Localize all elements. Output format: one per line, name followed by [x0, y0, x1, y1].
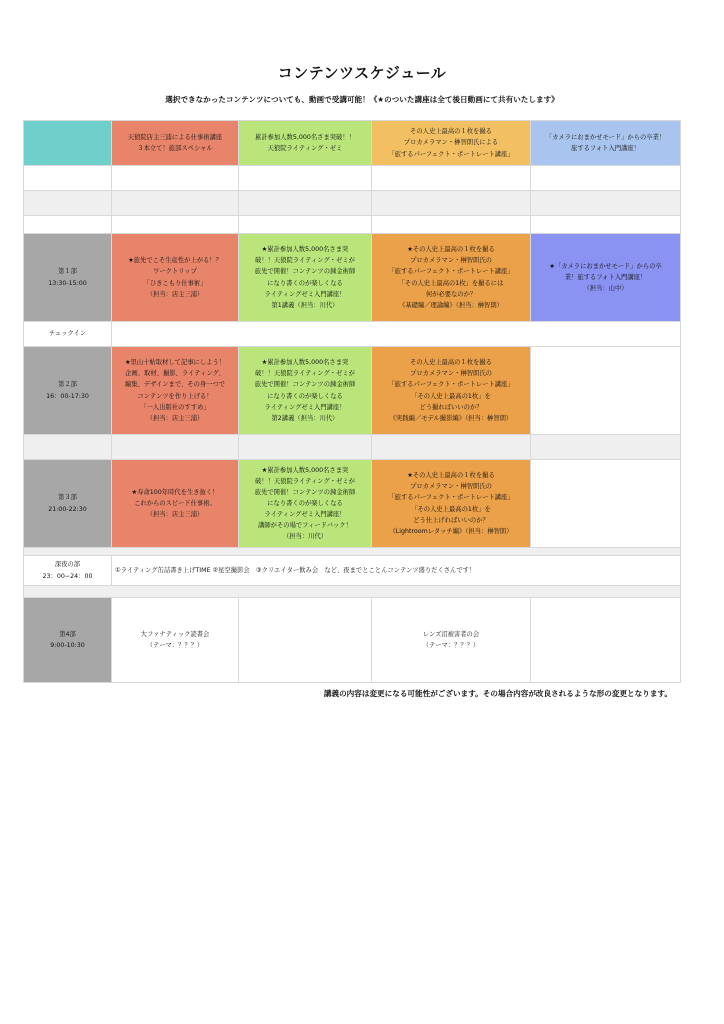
session2-label — [24, 347, 112, 435]
blank-cell — [239, 216, 372, 234]
blank-cell — [372, 216, 531, 234]
session1-col1-text: ★旅先でこそ生産性が上がる！？ ワークトリップ 「ひきこもり仕事術」 （担当：店主三浦） — [128, 257, 222, 298]
session4-col1 — [112, 598, 239, 683]
header-col2-text: 累計参加人数5,000名さま突破！！ 天狼院ライティング・ゼミ — [255, 133, 355, 152]
session4-label — [24, 598, 112, 683]
session3-label-text: 第３部 21:00-22:30 — [48, 494, 87, 513]
session1-col2 — [239, 234, 372, 322]
blank-cell — [239, 166, 372, 191]
header-col2 — [239, 121, 372, 166]
session2-col2 — [239, 347, 372, 435]
session1-label — [24, 234, 112, 322]
blank-cell — [531, 216, 681, 234]
session1-col3 — [372, 234, 531, 322]
session3-col3 — [372, 460, 531, 548]
page-title: コンテンツスケジュール — [277, 64, 447, 82]
session4-col1-text: 大ファナティック読書会 （テーマ：？？？） — [140, 630, 210, 649]
session3-label — [24, 460, 112, 548]
session3-col1 — [112, 460, 239, 548]
blank-row — [24, 548, 681, 556]
late-night-content — [112, 556, 681, 586]
header-col3-text: その人史上最高の１枚を撮る プロカメラマン・榊智朗氏による 「旅するパーフェクト・ポートレート講座」 — [388, 128, 514, 158]
blank-cell — [531, 191, 681, 216]
session1-label-text: 第１部 13:30-15:00 — [48, 268, 87, 287]
session1-col4 — [531, 234, 681, 322]
session1-col3-text: ★その人史上最高の１枚を撮る プロカメラマン・榊智朗氏の 「旅するパーフェクト・ポートレート講座」 「その人史上最高の1枚」を撮るには 何が必要なのか？ 《基礎編／理論編》（担当：榊智朗） — [388, 246, 514, 309]
session4-col4 — [531, 598, 681, 683]
session3-col3-text: ★その人史上最高の１枚を撮る プロカメラマン・榊智朗氏の 「旅するパーフェクト・ポートレート講座」 「その人史上最高の1枚」を どう仕上げればいいのか？ 《Lightroomレタッチ編》（担当：榊智朗） — [388, 472, 514, 535]
session2-col4 — [531, 347, 681, 435]
checkin-row — [112, 322, 681, 347]
late-night-label — [24, 556, 112, 586]
blank-cell — [372, 435, 531, 460]
session2-label-text: 第２部 16：00-17:30 — [46, 381, 89, 400]
blank-cell — [531, 435, 681, 460]
late-night-content-text: ①ライティング缶詰書き上げTIME ②星空撮影会 ③クリエイター飲み会 など、夜までとことんコンテンツ盛りだくさんです！ — [115, 566, 476, 574]
header-col1 — [112, 121, 239, 166]
session2-col3-text: その人史上最高の１枚を撮る プロカメラマン・榊智朗氏の 「旅するパーフェクト・ポートレート講座」 「その人史上最高の1枚」を どう撮ればいいのか？ 《実践編／モデル撮影編》（担当：榊智朗） — [388, 359, 514, 422]
blank-cell — [112, 216, 239, 234]
session3-col4 — [531, 460, 681, 548]
blank-cell — [24, 435, 112, 460]
blank-cell — [24, 216, 112, 234]
blank-cell — [24, 191, 112, 216]
schedule-table — [23, 120, 681, 683]
blank-cell — [372, 166, 531, 191]
blank-cell — [239, 435, 372, 460]
blank-cell — [112, 166, 239, 191]
session1-col4-text: ★「カメラにおまかせモード」からの卒 業！旅するフォト入門講座！ （担当：山中） — [549, 262, 662, 292]
checkin-label-text: チェックイン — [48, 330, 87, 338]
session4-label-text: 第4部 9:00-10:30 — [50, 630, 85, 649]
blank-cell — [531, 166, 681, 191]
header-col1-text: 天狼院店主三浦による仕事術講座 ３本立て！旅部スペシャル — [127, 133, 223, 152]
session2-col2-text: ★累計参加人数5,000名さま突 破！！天狼院ライティング・ゼミが 旅先で開催！コンテンツの錬金術師 になり書くのが楽しくなる ライティングゼミ入門講座！ 第2講義（担当：川代） — [254, 359, 356, 422]
header-col3 — [372, 121, 531, 166]
session2-col3 — [372, 347, 531, 435]
page-subtitle: 選択できなかったコンテンツについても、動画で受講可能！《★のついた講座は全て後日動画にて共有いたします》 — [165, 95, 559, 104]
session3-col1-text: ★寿命100年時代を生き抜く！ これからのスピード仕事術。 （担当：店主三浦） — [131, 488, 219, 518]
session3-col2-text: ★累計参加人数5,000名さま突 破！！天狼院ライティング・ゼミが 旅先で開催！コンテンツの錬金術師 になり書くのが楽しくなる ライティングゼミ入門講座！ 講師がその場でフィードバック！ （担当：川代） — [254, 466, 356, 541]
session3-col2 — [239, 460, 372, 548]
blank-cell — [239, 191, 372, 216]
session4-col2 — [239, 598, 372, 683]
header-col4 — [531, 121, 681, 166]
blank-cell — [112, 191, 239, 216]
footer-note: 講義の内容は変更になる可能性がございます。その場合内容が改良されるような形の変更となります。 — [323, 689, 672, 698]
blank-row — [24, 586, 681, 598]
session4-col3-text: レンズ沼被害者の会 （テーマ：？？？） — [422, 630, 480, 649]
session2-col1 — [112, 347, 239, 435]
blank-cell — [24, 166, 112, 191]
blank-cell — [112, 435, 239, 460]
session1-col2-text: ★累計参加人数5,000名さま突 破！！天狼院ライティング・ゼミが 旅先で開催！コンテンツの錬金術師 になり書くのが楽しくなる ライティングゼミ入門講座！ 第1講義（担当：川代） — [254, 246, 356, 309]
header-corner-cell — [24, 121, 112, 166]
session4-col3 — [372, 598, 531, 683]
session2-col1-text: ★里山十帖取材して記事にしよう！ 企画、取材、撮影、ライティング、 編集、デザインまで、その身一つで コンテンツを作り上げる！ 「一人出版社のすすめ」 （担当：店主三浦） — [124, 359, 226, 422]
blank-cell — [372, 191, 531, 216]
header-col4-text: 「カメラにおまかせモード」からの卒業！ 旅するフォト入門講座！ — [545, 133, 666, 152]
checkin-label — [24, 322, 112, 347]
session1-col1 — [112, 234, 239, 322]
late-night-label-text: 深夜の部 23：00−24：00 — [42, 561, 93, 580]
